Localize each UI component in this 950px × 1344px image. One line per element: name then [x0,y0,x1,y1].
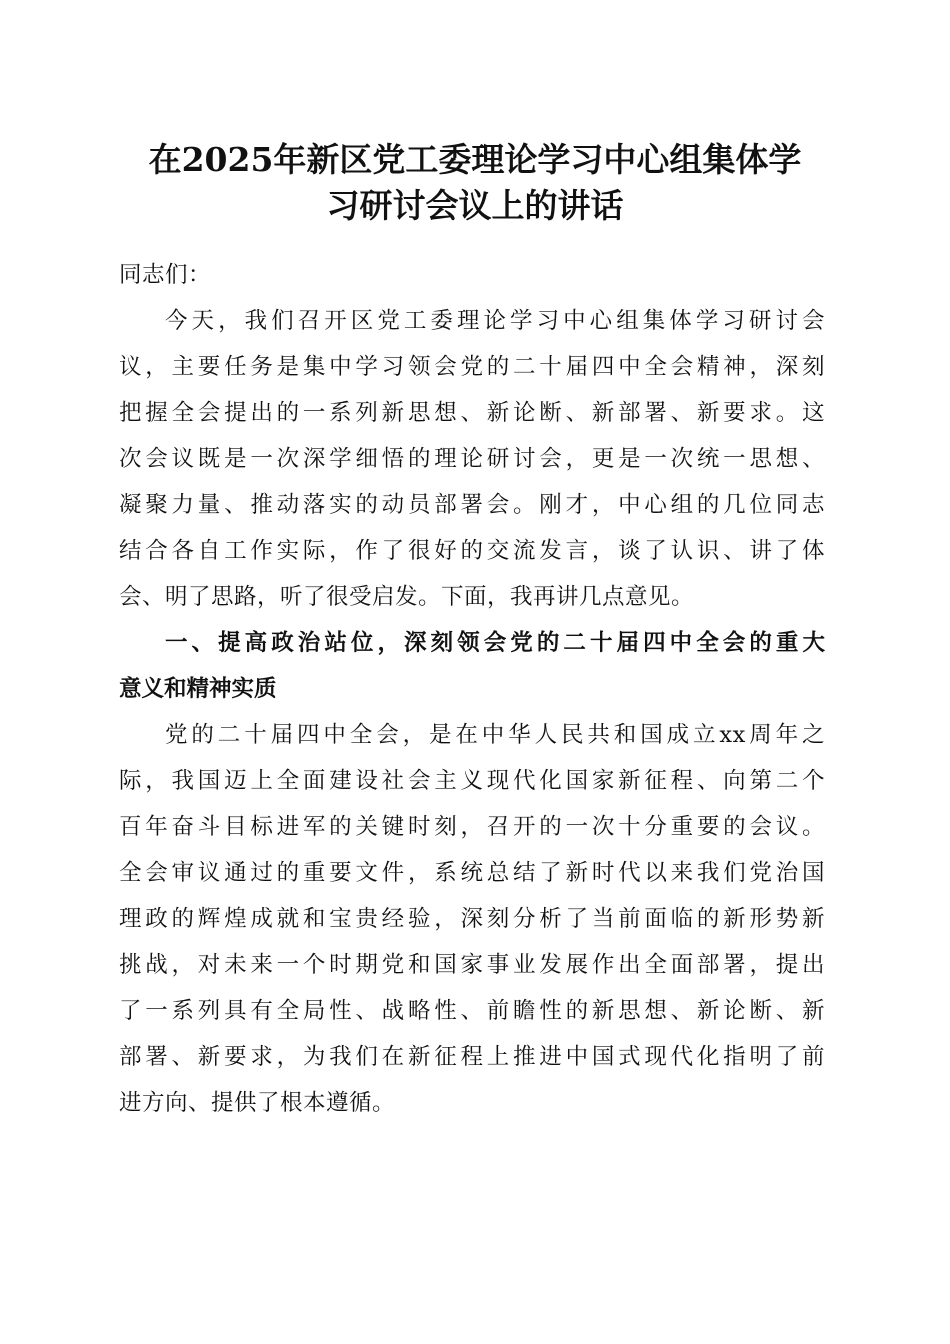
paragraph-line: 议，主要任务是集中学习领会党的二十届四中全会精神，深刻 [119,354,825,380]
paragraph-line: 挑战，对未来一个时期党和国家事业发展作出全面部署，提出 [119,952,825,978]
paragraph-line: 今天，我们召开区党工委理论学习中心组集体学习研讨会 [165,308,825,334]
paragraph-line: 把握全会提出的一系列新思想、新论断、新部署、新要求。这 [119,400,825,426]
paragraph-section-1 [119,712,825,1126]
paragraph-line: 理政的辉煌成就和宝贵经验，深刻分析了当前面临的新形势新 [119,906,825,932]
paragraph-line: 百年奋斗目标进军的关键时刻，召开的一次十分重要的会议。 [119,814,825,840]
paragraph-line: 部署、新要求，为我们在新征程上推进中国式现代化指明了前 [119,1044,825,1070]
paragraph-line: 结合各自工作实际，作了很好的交流发言，谈了认识、讲了体 [119,538,825,564]
paragraph-line: 际，我国迈上全面建设社会主义现代化国家新征程、向第二个 [119,768,825,794]
document-body [119,252,825,1126]
heading-line: 意义和精神实质 [119,676,277,702]
paragraph-line: 进方向、提供了根本遵循。 [119,1090,396,1116]
paragraph-line: 了一系列具有全局性、战略性、前瞻性的新思想、新论断、新 [119,998,825,1024]
paragraph-line: 全会审议通过的重要文件，系统总结了新时代以来我们党治国 [119,860,825,886]
paragraph-opening [119,298,825,620]
title-line: 习研讨会议上的讲话 [326,186,624,225]
document-title [110,137,840,229]
paragraph-line: 凝聚力量、推动落实的动员部署会。刚才，中心组的几位同志 [119,492,825,518]
paragraph-line: 会、明了思路，听了很受启发。下面，我再讲几点意见。 [119,584,695,610]
paragraph-line: 次会议既是一次深学细悟的理论研讨会，更是一次统一思想、 [119,446,825,472]
section-heading-1 [119,620,825,712]
title-line: 在2025年新区党工委理论学习中心组集体学 [148,140,802,179]
paragraph-line: 党的二十届四中全会，是在中华人民共和国成立xx周年之 [165,722,825,748]
salutation: 同志们： [119,262,212,288]
heading-line: 一、提高政治站位，深刻领会党的二十届四中全会的重大 [165,630,825,656]
